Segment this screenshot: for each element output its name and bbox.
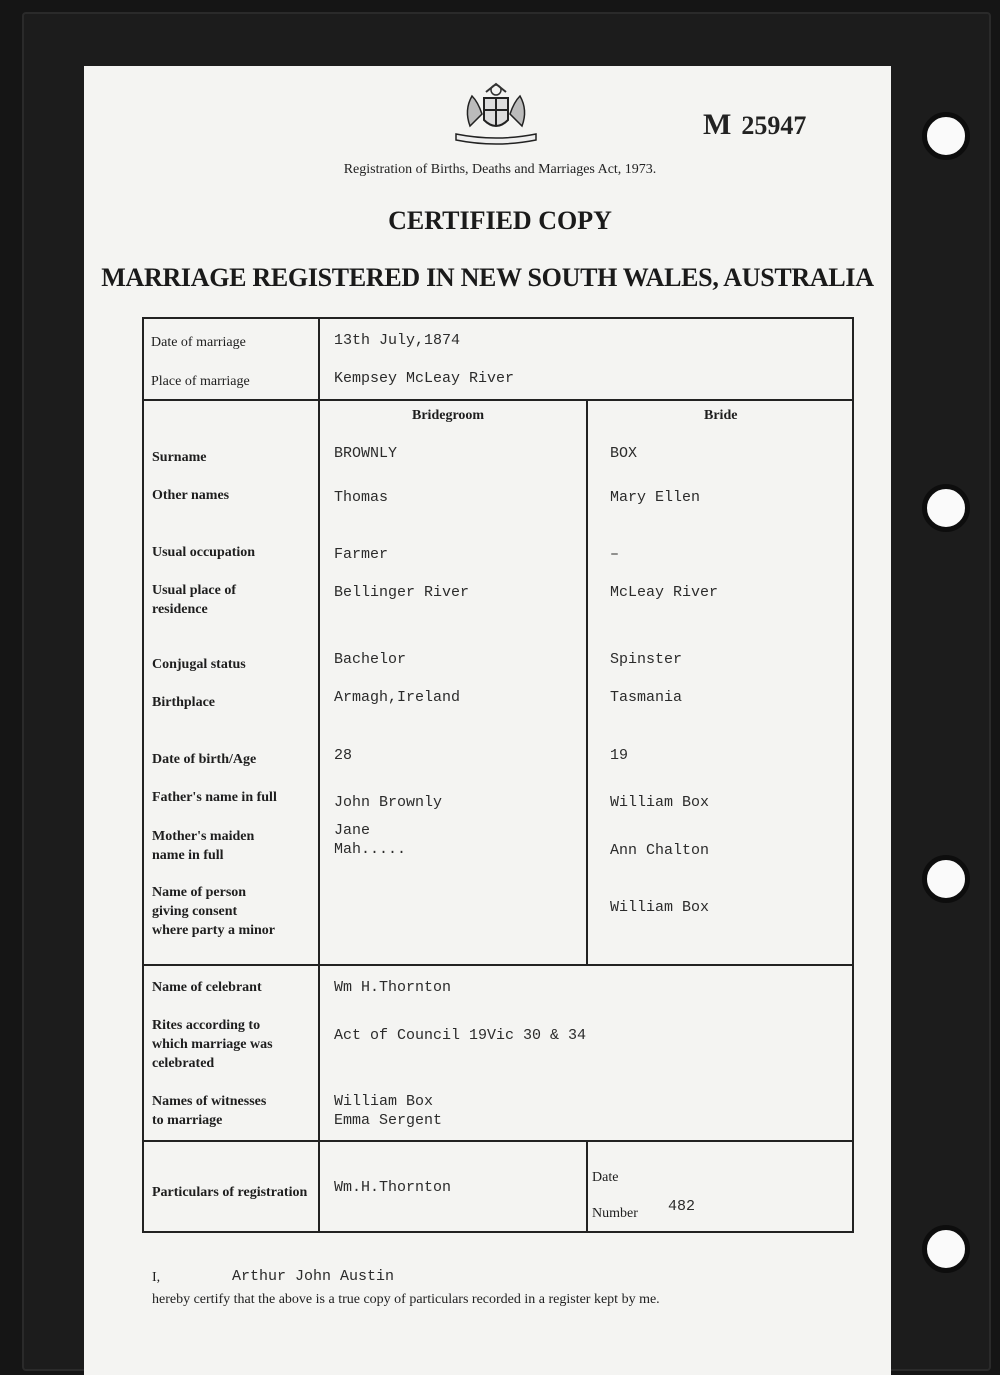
- table-divider: [142, 964, 853, 966]
- registration-number-label: Number: [592, 1206, 638, 1221]
- document-subtitle: MARRIAGE REGISTERED IN NEW SOUTH WALES, AUSTRALIA: [101, 263, 874, 292]
- table-border: [142, 1231, 854, 1233]
- bridegroom-header: Bridegroom: [412, 408, 485, 423]
- table-divider: [142, 399, 853, 401]
- groom-conjugal-status: Bachelor: [334, 651, 407, 668]
- table-divider: [318, 317, 320, 1232]
- table-divider: [586, 1140, 588, 1232]
- conjugal-status-label: Conjugal status: [152, 657, 246, 672]
- date-of-marriage-label: Date of marriage: [151, 335, 246, 350]
- bride-birthplace: Tasmania: [610, 689, 683, 706]
- table-divider: [586, 399, 588, 965]
- binder-hole: [922, 855, 970, 903]
- table-border: [142, 317, 853, 319]
- date-of-birth-label: Date of birth/Age: [152, 752, 257, 767]
- bride-age: 19: [610, 747, 629, 764]
- groom-other-names: Thomas: [334, 489, 389, 506]
- occupation-label: Usual occupation: [152, 545, 256, 560]
- other-names-label: Other names: [152, 488, 230, 503]
- place-of-marriage-label: Place of marriage: [151, 374, 250, 389]
- registration-date-label: Date: [592, 1170, 619, 1185]
- binder-hole: [922, 484, 970, 532]
- bride-conjugal-status: Spinster: [610, 651, 683, 668]
- registration-label: Particulars of registration: [152, 1185, 308, 1200]
- coat-of-arms-icon: [448, 80, 544, 146]
- groom-mother-name: Jane Mah.....: [334, 822, 407, 858]
- witnesses-value: William Box Emma Sergent: [334, 1093, 443, 1129]
- bride-header: Bride: [704, 408, 738, 423]
- document-title: CERTIFIED COPY: [388, 206, 612, 235]
- witnesses-label: Names of witnesses to marriage: [152, 1094, 267, 1128]
- rites-value: Act of Council 19Vic 30 & 34: [334, 1027, 587, 1044]
- bride-residence: McLeay River: [610, 584, 719, 601]
- groom-residence: Bellinger River: [334, 584, 470, 601]
- binder-hole: [922, 1225, 970, 1273]
- groom-age: 28: [334, 747, 353, 764]
- bride-father-name: William Box: [610, 794, 710, 811]
- groom-father-name: John Brownly: [334, 794, 443, 811]
- bride-mother-name: Ann Chalton: [610, 842, 710, 859]
- residence-label: Usual place of residence: [152, 583, 236, 617]
- certification-pronoun: I,: [152, 1270, 161, 1285]
- consent-person-label: Name of person giving consent where party a minor: [152, 885, 275, 938]
- rites-label: Rites according to which marriage was celebrated: [152, 1018, 273, 1071]
- father-name-label: Father's name in full: [152, 790, 277, 805]
- bride-surname: BOX: [610, 445, 638, 462]
- table-divider: [142, 1140, 853, 1142]
- groom-surname: BROWNLY: [334, 445, 398, 462]
- bride-other-names: Mary Ellen: [610, 489, 701, 506]
- mother-maiden-name-label: Mother's maiden name in full: [152, 829, 255, 863]
- registrar-value: Wm.H.Thornton: [334, 1179, 452, 1196]
- bride-consent-person: William Box: [610, 899, 710, 916]
- certification-statement: hereby certify that the above is a true copy of particulars recorded in a register kept by me.: [152, 1292, 660, 1307]
- certificate-number: M 25947: [703, 108, 807, 141]
- act-reference: Registration of Births, Deaths and Marriages Act, 1973.: [343, 162, 657, 177]
- certifying-officer-name: Arthur John Austin: [232, 1268, 395, 1285]
- celebrant-value: Wm H.Thornton: [334, 979, 452, 996]
- groom-occupation: Farmer: [334, 546, 389, 563]
- groom-birthplace: Armagh,Ireland: [334, 689, 461, 706]
- celebrant-label: Name of celebrant: [152, 980, 262, 995]
- place-of-marriage-value: Kempsey McLeay River: [334, 370, 515, 387]
- surname-label: Surname: [152, 450, 207, 465]
- table-border: [852, 317, 854, 1232]
- registration-number-value: 482: [668, 1198, 696, 1215]
- date-of-marriage-value: 13th July,1874: [334, 332, 461, 349]
- binder-hole: [922, 112, 970, 160]
- table-border: [142, 317, 144, 1232]
- bride-occupation: –: [610, 546, 620, 563]
- birthplace-label: Birthplace: [152, 695, 215, 710]
